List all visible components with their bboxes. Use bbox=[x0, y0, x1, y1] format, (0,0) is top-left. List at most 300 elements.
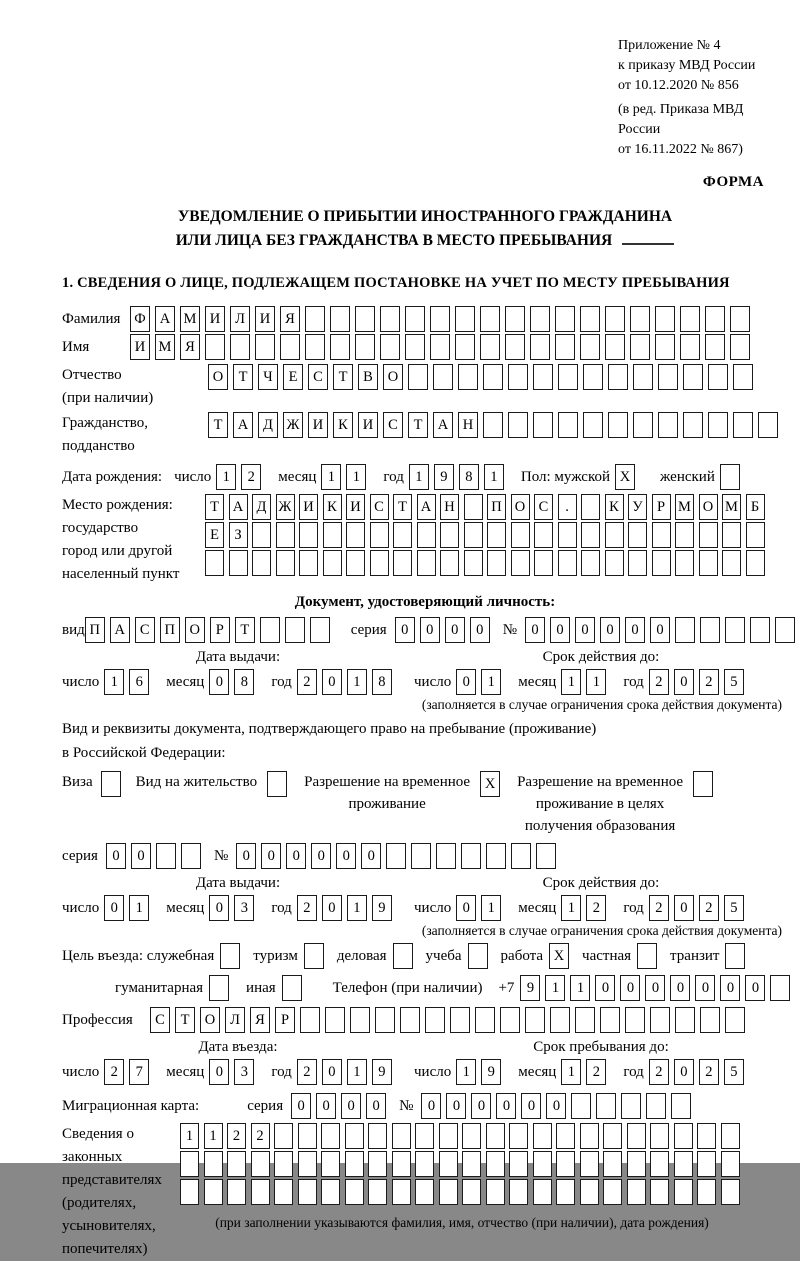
char-cell[interactable]: 0 bbox=[131, 843, 151, 869]
char-cell[interactable]: С bbox=[135, 617, 155, 643]
char-cell[interactable] bbox=[417, 550, 436, 576]
char-cell[interactable]: 1 bbox=[481, 669, 501, 695]
char-cell[interactable] bbox=[555, 334, 575, 360]
char-cell[interactable] bbox=[321, 1151, 340, 1177]
char-cell[interactable] bbox=[204, 1179, 223, 1205]
char-cell[interactable] bbox=[345, 1123, 364, 1149]
char-cell[interactable]: 0 bbox=[322, 1059, 342, 1085]
char-cell[interactable] bbox=[440, 550, 459, 576]
sex-female-checkbox[interactable] bbox=[720, 464, 745, 490]
char-cell[interactable]: 0 bbox=[650, 617, 670, 643]
char-cell[interactable] bbox=[675, 522, 694, 548]
char-cell[interactable] bbox=[525, 1007, 545, 1033]
char-cell[interactable] bbox=[583, 364, 603, 390]
char-cell[interactable]: 1 bbox=[321, 464, 341, 490]
char-cell[interactable] bbox=[550, 1007, 570, 1033]
char-cell[interactable] bbox=[758, 412, 778, 438]
char-cell[interactable] bbox=[298, 1179, 317, 1205]
char-cell[interactable]: X bbox=[615, 464, 635, 490]
char-cell[interactable] bbox=[533, 1123, 552, 1149]
char-cell[interactable]: 2 bbox=[586, 895, 606, 921]
char-cell[interactable] bbox=[581, 522, 600, 548]
char-cell[interactable] bbox=[392, 1123, 411, 1149]
char-cell[interactable] bbox=[770, 975, 790, 1001]
char-cell[interactable] bbox=[705, 306, 725, 332]
birthplace-cells-row2[interactable] bbox=[205, 522, 769, 548]
char-cell[interactable]: 0 bbox=[291, 1093, 311, 1119]
char-cell[interactable]: И bbox=[205, 306, 225, 332]
char-cell[interactable]: И bbox=[299, 494, 318, 520]
char-cell[interactable] bbox=[251, 1151, 270, 1177]
char-cell[interactable] bbox=[375, 1007, 395, 1033]
char-cell[interactable] bbox=[462, 1151, 481, 1177]
char-cell[interactable] bbox=[534, 522, 553, 548]
char-cell[interactable] bbox=[181, 843, 201, 869]
char-cell[interactable] bbox=[575, 1007, 595, 1033]
char-cell[interactable] bbox=[393, 550, 412, 576]
char-cell[interactable]: 1 bbox=[204, 1123, 223, 1149]
char-cell[interactable] bbox=[227, 1151, 246, 1177]
char-cell[interactable] bbox=[330, 334, 350, 360]
char-cell[interactable]: 0 bbox=[625, 617, 645, 643]
char-cell[interactable] bbox=[652, 550, 671, 576]
char-cell[interactable] bbox=[475, 1007, 495, 1033]
char-cell[interactable]: 0 bbox=[104, 895, 124, 921]
char-cell[interactable]: 1 bbox=[104, 669, 124, 695]
char-cell[interactable]: 0 bbox=[106, 843, 126, 869]
char-cell[interactable]: А bbox=[110, 617, 130, 643]
char-cell[interactable] bbox=[321, 1179, 340, 1205]
char-cell[interactable]: 1 bbox=[586, 669, 606, 695]
residence-permit-checkbox[interactable] bbox=[267, 771, 292, 797]
char-cell[interactable] bbox=[439, 1179, 458, 1205]
char-cell[interactable] bbox=[509, 1179, 528, 1205]
char-cell[interactable] bbox=[450, 1007, 470, 1033]
char-cell[interactable]: 0 bbox=[521, 1093, 541, 1119]
char-cell[interactable] bbox=[276, 550, 295, 576]
profession-cells[interactable] bbox=[150, 1007, 750, 1033]
char-cell[interactable] bbox=[650, 1007, 670, 1033]
char-cell[interactable]: Ж bbox=[283, 412, 303, 438]
char-cell[interactable]: С bbox=[150, 1007, 170, 1033]
char-cell[interactable]: . bbox=[558, 494, 577, 520]
char-cell[interactable] bbox=[655, 306, 675, 332]
char-cell[interactable] bbox=[310, 617, 330, 643]
char-cell[interactable] bbox=[605, 306, 625, 332]
char-cell[interactable]: 0 bbox=[421, 1093, 441, 1119]
char-cell[interactable] bbox=[530, 306, 550, 332]
stay-day-cells[interactable] bbox=[456, 1059, 506, 1085]
char-cell[interactable] bbox=[558, 550, 577, 576]
char-cell[interactable] bbox=[580, 1123, 599, 1149]
char-cell[interactable]: 8 bbox=[459, 464, 479, 490]
char-cell[interactable]: 9 bbox=[372, 895, 392, 921]
char-cell[interactable] bbox=[725, 1007, 745, 1033]
char-cell[interactable]: X bbox=[549, 943, 569, 969]
char-cell[interactable] bbox=[722, 550, 741, 576]
patronymic-cells[interactable] bbox=[208, 364, 758, 390]
char-cell[interactable]: 0 bbox=[456, 895, 476, 921]
char-cell[interactable] bbox=[439, 1151, 458, 1177]
char-cell[interactable] bbox=[700, 617, 720, 643]
char-cell[interactable] bbox=[483, 364, 503, 390]
char-cell[interactable] bbox=[276, 522, 295, 548]
char-cell[interactable] bbox=[775, 617, 795, 643]
char-cell[interactable] bbox=[415, 1123, 434, 1149]
char-cell[interactable] bbox=[533, 1179, 552, 1205]
char-cell[interactable] bbox=[464, 522, 483, 548]
char-cell[interactable] bbox=[505, 306, 525, 332]
char-cell[interactable]: П bbox=[160, 617, 180, 643]
char-cell[interactable]: В bbox=[358, 364, 378, 390]
char-cell[interactable] bbox=[415, 1179, 434, 1205]
char-cell[interactable] bbox=[733, 364, 753, 390]
char-cell[interactable] bbox=[220, 943, 240, 969]
char-cell[interactable]: Н bbox=[458, 412, 478, 438]
char-cell[interactable]: 0 bbox=[595, 975, 615, 1001]
char-cell[interactable] bbox=[580, 334, 600, 360]
char-cell[interactable] bbox=[708, 412, 728, 438]
title-blank-line[interactable] bbox=[622, 241, 674, 245]
char-cell[interactable] bbox=[721, 1151, 740, 1177]
char-cell[interactable] bbox=[625, 1007, 645, 1033]
char-cell[interactable]: 0 bbox=[420, 617, 440, 643]
char-cell[interactable] bbox=[229, 550, 248, 576]
char-cell[interactable]: 0 bbox=[496, 1093, 516, 1119]
char-cell[interactable] bbox=[425, 1007, 445, 1033]
char-cell[interactable]: 7 bbox=[129, 1059, 149, 1085]
char-cell[interactable] bbox=[511, 522, 530, 548]
char-cell[interactable] bbox=[721, 1179, 740, 1205]
char-cell[interactable]: 2 bbox=[699, 1059, 719, 1085]
char-cell[interactable] bbox=[209, 975, 229, 1001]
char-cell[interactable] bbox=[274, 1151, 293, 1177]
char-cell[interactable] bbox=[708, 364, 728, 390]
char-cell[interactable] bbox=[652, 522, 671, 548]
char-cell[interactable]: Т bbox=[235, 617, 255, 643]
char-cell[interactable]: О bbox=[383, 364, 403, 390]
char-cell[interactable]: Ж bbox=[276, 494, 295, 520]
citizenship-cells[interactable] bbox=[208, 412, 783, 438]
purpose-other-checkbox[interactable] bbox=[282, 975, 307, 1001]
char-cell[interactable] bbox=[697, 1151, 716, 1177]
char-cell[interactable]: 8 bbox=[372, 669, 392, 695]
char-cell[interactable] bbox=[697, 1179, 716, 1205]
char-cell[interactable]: 0 bbox=[361, 843, 381, 869]
char-cell[interactable] bbox=[555, 306, 575, 332]
char-cell[interactable]: 0 bbox=[670, 975, 690, 1001]
char-cell[interactable]: 1 bbox=[561, 669, 581, 695]
resdoc-series-cells[interactable] bbox=[106, 843, 206, 869]
char-cell[interactable] bbox=[646, 1093, 666, 1119]
char-cell[interactable] bbox=[468, 943, 488, 969]
char-cell[interactable]: Л bbox=[225, 1007, 245, 1033]
char-cell[interactable] bbox=[534, 550, 553, 576]
char-cell[interactable]: Д bbox=[252, 494, 271, 520]
char-cell[interactable]: 0 bbox=[456, 669, 476, 695]
char-cell[interactable] bbox=[462, 1123, 481, 1149]
char-cell[interactable] bbox=[581, 550, 600, 576]
char-cell[interactable] bbox=[608, 364, 628, 390]
char-cell[interactable] bbox=[683, 412, 703, 438]
char-cell[interactable]: 0 bbox=[525, 617, 545, 643]
char-cell[interactable]: У bbox=[628, 494, 647, 520]
temp-residence-edu-checkbox[interactable] bbox=[693, 771, 718, 797]
char-cell[interactable] bbox=[411, 843, 431, 869]
char-cell[interactable] bbox=[627, 1151, 646, 1177]
char-cell[interactable] bbox=[487, 522, 506, 548]
char-cell[interactable]: 2 bbox=[104, 1059, 124, 1085]
char-cell[interactable] bbox=[605, 334, 625, 360]
char-cell[interactable] bbox=[627, 1179, 646, 1205]
char-cell[interactable] bbox=[480, 334, 500, 360]
birth-month-cells[interactable] bbox=[321, 464, 371, 490]
char-cell[interactable]: 0 bbox=[445, 617, 465, 643]
char-cell[interactable]: 3 bbox=[234, 895, 254, 921]
char-cell[interactable]: И bbox=[255, 306, 275, 332]
char-cell[interactable] bbox=[305, 334, 325, 360]
char-cell[interactable] bbox=[180, 1179, 199, 1205]
char-cell[interactable]: 2 bbox=[586, 1059, 606, 1085]
char-cell[interactable]: М bbox=[722, 494, 741, 520]
char-cell[interactable] bbox=[280, 334, 300, 360]
char-cell[interactable]: О bbox=[185, 617, 205, 643]
char-cell[interactable]: Ч bbox=[258, 364, 278, 390]
char-cell[interactable]: И bbox=[358, 412, 378, 438]
char-cell[interactable]: 0 bbox=[341, 1093, 361, 1119]
char-cell[interactable] bbox=[680, 306, 700, 332]
iddoc-expiry-day-cells[interactable] bbox=[456, 669, 506, 695]
char-cell[interactable]: X bbox=[480, 771, 500, 797]
char-cell[interactable] bbox=[440, 522, 459, 548]
char-cell[interactable]: 0 bbox=[209, 895, 229, 921]
migcard-series-cells[interactable] bbox=[291, 1093, 391, 1119]
char-cell[interactable] bbox=[462, 1179, 481, 1205]
char-cell[interactable] bbox=[345, 1151, 364, 1177]
resdoc-issue-month-cells[interactable] bbox=[209, 895, 259, 921]
char-cell[interactable] bbox=[405, 334, 425, 360]
char-cell[interactable] bbox=[285, 617, 305, 643]
char-cell[interactable] bbox=[227, 1179, 246, 1205]
char-cell[interactable] bbox=[461, 843, 481, 869]
char-cell[interactable]: Ф bbox=[130, 306, 150, 332]
char-cell[interactable] bbox=[370, 522, 389, 548]
char-cell[interactable] bbox=[345, 1179, 364, 1205]
char-cell[interactable] bbox=[415, 1151, 434, 1177]
char-cell[interactable] bbox=[380, 334, 400, 360]
char-cell[interactable]: 1 bbox=[129, 895, 149, 921]
char-cell[interactable]: С bbox=[534, 494, 553, 520]
char-cell[interactable]: Т bbox=[233, 364, 253, 390]
char-cell[interactable]: 0 bbox=[311, 843, 331, 869]
char-cell[interactable]: 2 bbox=[227, 1123, 246, 1149]
char-cell[interactable]: М bbox=[155, 334, 175, 360]
char-cell[interactable] bbox=[571, 1093, 591, 1119]
char-cell[interactable] bbox=[605, 550, 624, 576]
char-cell[interactable] bbox=[650, 1123, 669, 1149]
char-cell[interactable]: 5 bbox=[724, 1059, 744, 1085]
char-cell[interactable]: 1 bbox=[409, 464, 429, 490]
char-cell[interactable] bbox=[282, 975, 302, 1001]
char-cell[interactable]: 6 bbox=[129, 669, 149, 695]
visa-checkbox[interactable] bbox=[101, 771, 126, 797]
char-cell[interactable] bbox=[658, 364, 678, 390]
resdoc-expiry-day-cells[interactable] bbox=[456, 895, 506, 921]
char-cell[interactable] bbox=[330, 306, 350, 332]
char-cell[interactable] bbox=[720, 464, 740, 490]
entry-month-cells[interactable] bbox=[209, 1059, 259, 1085]
char-cell[interactable]: 2 bbox=[699, 895, 719, 921]
char-cell[interactable]: 2 bbox=[297, 1059, 317, 1085]
char-cell[interactable]: О bbox=[699, 494, 718, 520]
char-cell[interactable] bbox=[746, 522, 765, 548]
char-cell[interactable] bbox=[580, 306, 600, 332]
purpose-business-checkbox[interactable] bbox=[393, 943, 418, 969]
char-cell[interactable] bbox=[299, 522, 318, 548]
char-cell[interactable]: К bbox=[323, 494, 342, 520]
surname-cells[interactable] bbox=[130, 306, 755, 332]
char-cell[interactable]: 0 bbox=[550, 617, 570, 643]
char-cell[interactable]: 1 bbox=[216, 464, 236, 490]
char-cell[interactable] bbox=[725, 943, 745, 969]
char-cell[interactable] bbox=[251, 1179, 270, 1205]
firstname-cells[interactable] bbox=[130, 334, 755, 360]
char-cell[interactable] bbox=[693, 771, 713, 797]
iddoc-expiry-month-cells[interactable] bbox=[561, 669, 611, 695]
char-cell[interactable]: Р bbox=[652, 494, 671, 520]
char-cell[interactable] bbox=[675, 1007, 695, 1033]
char-cell[interactable] bbox=[655, 334, 675, 360]
char-cell[interactable]: 1 bbox=[561, 895, 581, 921]
char-cell[interactable]: Б bbox=[746, 494, 765, 520]
char-cell[interactable]: 0 bbox=[695, 975, 715, 1001]
resdoc-expiry-year-cells[interactable] bbox=[649, 895, 749, 921]
char-cell[interactable] bbox=[628, 550, 647, 576]
char-cell[interactable] bbox=[400, 1007, 420, 1033]
char-cell[interactable]: А bbox=[229, 494, 248, 520]
char-cell[interactable]: Н bbox=[440, 494, 459, 520]
char-cell[interactable]: П bbox=[85, 617, 105, 643]
char-cell[interactable]: 5 bbox=[724, 895, 744, 921]
char-cell[interactable]: 0 bbox=[620, 975, 640, 1001]
char-cell[interactable]: К bbox=[605, 494, 624, 520]
char-cell[interactable] bbox=[101, 771, 121, 797]
char-cell[interactable]: 2 bbox=[251, 1123, 270, 1149]
char-cell[interactable]: 0 bbox=[674, 669, 694, 695]
char-cell[interactable] bbox=[350, 1007, 370, 1033]
char-cell[interactable] bbox=[480, 306, 500, 332]
char-cell[interactable] bbox=[392, 1151, 411, 1177]
char-cell[interactable] bbox=[305, 306, 325, 332]
char-cell[interactable] bbox=[630, 334, 650, 360]
char-cell[interactable]: 0 bbox=[261, 843, 281, 869]
char-cell[interactable]: К bbox=[333, 412, 353, 438]
char-cell[interactable] bbox=[511, 550, 530, 576]
resdoc-issue-year-cells[interactable] bbox=[297, 895, 397, 921]
char-cell[interactable]: 0 bbox=[645, 975, 665, 1001]
char-cell[interactable] bbox=[325, 1007, 345, 1033]
char-cell[interactable] bbox=[603, 1179, 622, 1205]
char-cell[interactable]: Т bbox=[205, 494, 224, 520]
char-cell[interactable] bbox=[458, 364, 478, 390]
char-cell[interactable]: Е bbox=[283, 364, 303, 390]
char-cell[interactable] bbox=[630, 306, 650, 332]
resdoc-expiry-month-cells[interactable] bbox=[561, 895, 611, 921]
resdoc-issue-day-cells[interactable] bbox=[104, 895, 154, 921]
char-cell[interactable] bbox=[558, 364, 578, 390]
char-cell[interactable] bbox=[486, 843, 506, 869]
purpose-humanitarian-checkbox[interactable] bbox=[209, 975, 234, 1001]
purpose-official-checkbox[interactable] bbox=[220, 943, 245, 969]
char-cell[interactable] bbox=[722, 522, 741, 548]
char-cell[interactable] bbox=[252, 522, 271, 548]
iddoc-expiry-year-cells[interactable] bbox=[649, 669, 749, 695]
char-cell[interactable]: А bbox=[233, 412, 253, 438]
char-cell[interactable] bbox=[508, 364, 528, 390]
char-cell[interactable]: Р bbox=[275, 1007, 295, 1033]
char-cell[interactable]: 1 bbox=[545, 975, 565, 1001]
char-cell[interactable]: А bbox=[155, 306, 175, 332]
char-cell[interactable] bbox=[393, 522, 412, 548]
char-cell[interactable]: 1 bbox=[570, 975, 590, 1001]
char-cell[interactable] bbox=[486, 1179, 505, 1205]
stay-year-cells[interactable] bbox=[649, 1059, 749, 1085]
char-cell[interactable]: И bbox=[346, 494, 365, 520]
char-cell[interactable] bbox=[323, 522, 342, 548]
char-cell[interactable]: 0 bbox=[600, 617, 620, 643]
char-cell[interactable]: 9 bbox=[520, 975, 540, 1001]
purpose-tourism-checkbox[interactable] bbox=[304, 943, 329, 969]
char-cell[interactable] bbox=[637, 943, 657, 969]
char-cell[interactable] bbox=[486, 1123, 505, 1149]
char-cell[interactable] bbox=[300, 1007, 320, 1033]
char-cell[interactable]: Я bbox=[280, 306, 300, 332]
iddoc-series-cells[interactable] bbox=[395, 617, 495, 643]
char-cell[interactable]: 1 bbox=[180, 1123, 199, 1149]
char-cell[interactable] bbox=[600, 1007, 620, 1033]
char-cell[interactable]: 1 bbox=[561, 1059, 581, 1085]
char-cell[interactable]: А bbox=[433, 412, 453, 438]
purpose-private-checkbox[interactable] bbox=[637, 943, 662, 969]
char-cell[interactable] bbox=[368, 1179, 387, 1205]
char-cell[interactable] bbox=[608, 412, 628, 438]
char-cell[interactable] bbox=[386, 843, 406, 869]
iddoc-issue-month-cells[interactable] bbox=[209, 669, 259, 695]
char-cell[interactable] bbox=[580, 1151, 599, 1177]
guardians-cells-row2[interactable] bbox=[180, 1151, 744, 1177]
char-cell[interactable]: 1 bbox=[481, 895, 501, 921]
iddoc-kind-cells[interactable] bbox=[85, 617, 335, 643]
char-cell[interactable]: С bbox=[308, 364, 328, 390]
char-cell[interactable]: М bbox=[180, 306, 200, 332]
char-cell[interactable]: С bbox=[383, 412, 403, 438]
char-cell[interactable] bbox=[500, 1007, 520, 1033]
char-cell[interactable] bbox=[430, 306, 450, 332]
char-cell[interactable] bbox=[321, 1123, 340, 1149]
char-cell[interactable]: З bbox=[229, 522, 248, 548]
birthplace-cells-row1[interactable] bbox=[205, 494, 769, 520]
char-cell[interactable] bbox=[733, 412, 753, 438]
guardians-cells-row3[interactable] bbox=[180, 1179, 744, 1205]
char-cell[interactable] bbox=[393, 943, 413, 969]
char-cell[interactable] bbox=[267, 771, 287, 797]
char-cell[interactable] bbox=[392, 1179, 411, 1205]
char-cell[interactable] bbox=[430, 334, 450, 360]
char-cell[interactable] bbox=[505, 334, 525, 360]
char-cell[interactable]: 0 bbox=[286, 843, 306, 869]
char-cell[interactable]: О bbox=[208, 364, 228, 390]
char-cell[interactable]: 0 bbox=[471, 1093, 491, 1119]
